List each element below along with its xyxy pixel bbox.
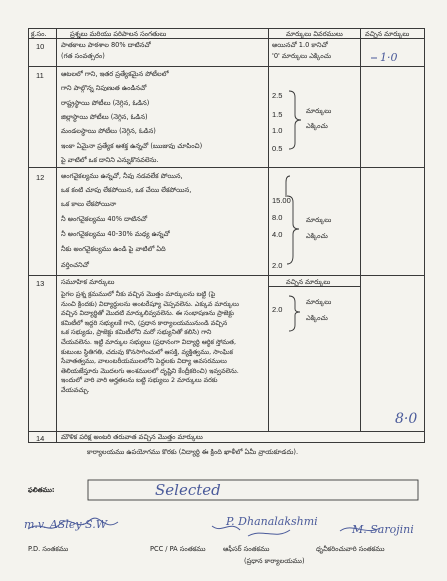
row-14-number: 14	[36, 434, 45, 443]
header-question: ప్రశ్నలు మరియు పరిపాలన సంగతులు	[70, 30, 167, 38]
head-signature: M. Sarojini	[352, 523, 414, 536]
rep-signature-label: ఆఫీసర్ సంతకము	[223, 545, 270, 553]
row-12-question: నీకు అంగవైకల్యము ఉండి పై వాటిలో ఏది	[61, 245, 166, 253]
po-signature: m.v. ASley·S.W	[24, 518, 107, 531]
row-11-question: ఆటలలో గాని, ఇతర ప్రత్యేకమైన పోటీలలో	[61, 70, 169, 78]
row-12-question: నీ అంగవైకల్యము 40% దాటినచో	[61, 215, 148, 223]
row-12-score: 4.0	[272, 230, 283, 239]
row-13-number: 13	[36, 279, 45, 288]
row-11-label: ఎక్కించు	[306, 122, 328, 130]
row-12-question: వర్తించనిచో	[61, 261, 89, 269]
header-marks-given: వచ్చిన మార్కులు	[365, 30, 410, 38]
row-13-label: ఎక్కించు	[306, 314, 328, 322]
row-12-score: 15.00	[272, 196, 291, 205]
row-12-label: ఎక్కించు	[306, 232, 328, 240]
row-11-question: జిల్లాస్థాయి పోటీలు (నెగ్గిన, ఓడిన)	[61, 113, 148, 121]
row-12-label: మార్కులు	[306, 216, 332, 224]
office-note: కార్యాలయము ఉపయోగము కొరకు (విద్యార్థి ఈ క్రింది ఖాళీలో ఏమీ వ్రాయకూడదు).	[87, 448, 299, 456]
row-13-question: పైగల ప్రశ్న క్రమములో నీకు వచ్చిన మొత్తం మార్కులను బట్టి (పై నుంచి క్రిందకు) విద్యార్థులను అంటరేష్యూ చెప్పవలెను. ఎక్కువ మార్కులు వచ్చిన విద్యార్థితో మొదటి మార్కులివ్వవలెను. ఈ సంభాషణను ప్రాజెక్టు కమిటీలో ఇద్దరి సభ్యులకే గాని, (ప్రధాన కార్యాలయమునుండి వచ్చిన ఒక సభ్యుడు, ప్రాజెక్టు కమిటీలోని మరో సభ్యునితో కలిసి) గాని చేయవలెను. ఇట్టి మార్కుల సభ్యులు (ప్రధానంగా విద్యార్థి ఆర్థిక స్తోమత, కుటుంబ స్థితిగతి, చదువు కొనసాగించులో ఆసక్తి, వ్యక్తిత్వము, సాంఘిక సేవాతత్వము, వాలంటరీయములలోని పెద్దలకు విద్యా అవసరములు తెలియజేస్తూరు మొదలగు అంశములలో దృష్టిని కేంద్రీకరించి) ఇవ్వవలెను. ఇందులో వారి వారి అర్హతలను బట్టి సభ్యులు 2 మార్కులు వరకు వేయవచ్చు.	[61, 290, 239, 394]
row-13-title: సమూహిక మార్కులు	[61, 278, 115, 286]
row-12-question: నీ అంగవైకల్యము 40-30% మధ్య ఉన్నచో	[61, 230, 170, 238]
header-marks-detail: మార్కులు వివరములు	[286, 30, 343, 38]
row-11-score: 2.5	[272, 91, 283, 100]
office-label: (ప్రధాన కార్యాలయము)	[244, 557, 305, 565]
head-signature-label: ధృవీకరించువారి సంతకము	[316, 545, 385, 553]
row-10-detail: అయినచో 1.0 కానిచో	[272, 41, 328, 49]
row-14-question: మౌళిక పరిక్ష అంటరి తరువాత వచ్చిన మొత్తం మార్కులు	[61, 433, 203, 441]
row-11-question: గాని పాల్గొన్న నిపుణుత ఉండినచో	[61, 84, 147, 92]
row-12-question: అంగవైకల్యము ఉన్నచో, నీవు నడవలేక పోయిన,	[61, 172, 183, 180]
row-13-score: 2.0	[272, 305, 283, 314]
result-value: Selected	[155, 481, 221, 499]
row-10-question: (గత సంవత్సరం)	[61, 52, 105, 60]
po-signature-label: P.D. సంతకము	[28, 545, 69, 553]
rep-signature: P. Dhanalakshmi	[226, 515, 318, 528]
row-13-total: 8·0	[395, 411, 418, 427]
pcc-signature-label: PCC / PA సంతకము	[150, 545, 206, 553]
row-11-question: ఇంకా ఏమైనా ప్రత్యేక ఆశక్త ఉన్నచో (ఋజువు చూపించి)	[61, 142, 203, 150]
row-12-question: ఒక కంటి చూపు లేకపోయిన, ఒక చేయి లేకపోయిన,	[61, 186, 192, 194]
result-label: ఫలితము:	[28, 486, 55, 494]
row-12-question: ఒక కాలు లేకపోయినా	[61, 200, 117, 208]
row-12-score: 2.0	[272, 261, 283, 270]
row-13-detail-header: వచ్చిన మార్కులు	[286, 278, 331, 286]
row-11-number: 11	[36, 71, 44, 80]
row-11-question: మండలస్థాయి పోటీలు (నెగ్గిన, ఓడిన)	[61, 127, 156, 135]
row-12-number: 12	[36, 173, 45, 182]
row-13-label: మార్కులు	[306, 298, 332, 306]
row-12-score: 8.0	[272, 213, 283, 222]
row-11-score: 0.5	[272, 144, 283, 153]
header-sno: క్ర.సం.	[31, 30, 47, 38]
row-11-score: 1.5	[272, 110, 283, 119]
row-11-question: పై వాటిలో ఒక దానిని ఎన్నుకొనవలెను.	[61, 156, 159, 164]
row-11-label: మార్కులు	[306, 107, 332, 115]
row-11-question: రాష్ట్రస్థాయి పోటీలు (నెగ్గిన, ఓడిన)	[61, 99, 150, 107]
row-10-number: 10	[36, 42, 45, 51]
row-10-detail: '0' మార్కులు ఎక్కించు	[272, 52, 332, 60]
row-10-given: 1·0	[380, 51, 398, 64]
row-11-score: 1.0	[272, 126, 283, 135]
row-10-question: పాతకాలు పాఠశాల 80% దాటినచో	[61, 41, 151, 49]
